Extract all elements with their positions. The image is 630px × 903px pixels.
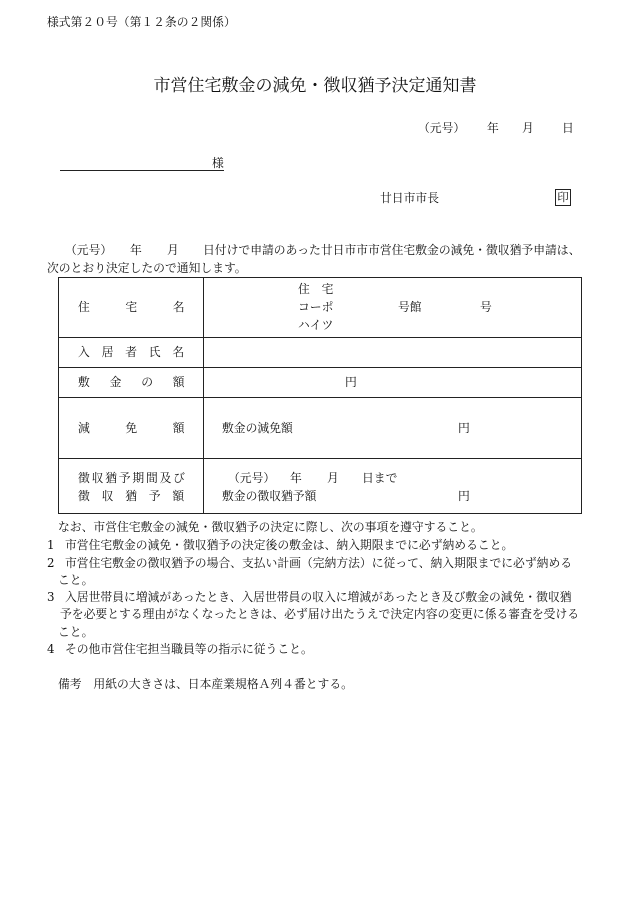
intro-year: 年 [130, 243, 142, 257]
deferral-label-line2: 徴 収 猶 予 額 [78, 489, 185, 503]
housing-unit-label: 号 [480, 300, 492, 314]
note-number: 3 [47, 590, 55, 604]
note-text: その他市営住宅担当職員等の指示に従うこと。 [65, 642, 313, 656]
table-column-divider [203, 277, 204, 514]
deferral-month: 月 [327, 471, 339, 485]
note-number: 2 [47, 556, 55, 570]
note-text: 予を必要とする理由がなくなったときは、必ず届け出たうえで決定内容の変更に係る審査を受ける [60, 607, 580, 621]
deferral-item: 敷金の徴収猶予額 [222, 489, 317, 503]
housing-name-label: 住 宅 名 [78, 300, 189, 314]
deposit-amount-label: 敷 金 の 額 [78, 375, 189, 389]
housing-type-corpo: コーポ [298, 300, 334, 314]
note-number: 4 [47, 642, 55, 656]
intro-line2: 次のとおり決定したので通知します。 [47, 261, 247, 275]
note-text: こと。 [58, 573, 94, 587]
housing-type-jutaku: 住 宅 [298, 282, 334, 296]
deposit-currency: 円 [345, 375, 357, 389]
note-text: 市営住宅敷金の減免・徴収猶予の決定後の敷金は、納入期限までに必ず納めること。 [65, 538, 514, 552]
recipient-name-line [60, 170, 224, 171]
seal-mark: 印 [555, 189, 571, 206]
deferral-year: 年 [290, 471, 302, 485]
tenant-name-label: 入 居 者 氏 名 [78, 345, 185, 359]
note-number: 1 [47, 538, 55, 552]
deferral-label-line1: 徴収猶予期間及び [78, 471, 187, 485]
issuer-name: 廿日市市長 [380, 191, 439, 205]
document-title: 市営住宅敷金の減免・徴収猶予決定通知書 [153, 76, 477, 96]
reduction-currency: 円 [458, 421, 470, 435]
issue-date-era: （元号） [418, 121, 466, 135]
notes-intro: なお、市営住宅敷金の減免・徴収猶予の決定に際し、次の事項を遵守すること。 [58, 520, 483, 534]
note-text: 入居世帯員に増減があったとき、入居世帯員の収入に増減があったとき及び敷金の減免・徴収猶 [65, 590, 572, 604]
note-text: 市営住宅敷金の徴収猶予の場合、支払い計画（完納方法）に従って、納入期限までに必ず納める [65, 556, 573, 570]
remarks: 備考 用紙の大きさは、日本産業規格Ａ列４番とする。 [58, 677, 353, 691]
note-text: こと。 [58, 625, 94, 639]
intro-era: （元号） [65, 243, 113, 257]
reduction-item: 敷金の減免額 [222, 421, 293, 435]
table-row-divider [58, 367, 582, 368]
intro-line1: 日付けで申請のあった廿日市市市営住宅敷金の減免・徴収猶予申請は、 [203, 243, 581, 257]
table-row-divider [58, 337, 582, 338]
housing-type-heights: ハイツ [298, 318, 334, 332]
issue-date-day: 日 [562, 121, 574, 135]
deferral-era: （元号） [228, 471, 276, 485]
reduction-amount-label: 減 免 額 [78, 421, 189, 435]
table-row-divider [58, 458, 582, 459]
recipient-honorific: 様 [212, 156, 224, 170]
form-number: 様式第２０号（第１２条の２関係） [47, 15, 236, 29]
deferral-until: 日まで [362, 471, 398, 485]
issue-date-month: 月 [522, 121, 534, 135]
issue-date-year: 年 [487, 121, 499, 135]
table-row-divider [58, 397, 582, 398]
intro-month: 月 [167, 243, 179, 257]
housing-building-label: 号館 [398, 300, 422, 314]
deferral-currency: 円 [458, 489, 470, 503]
